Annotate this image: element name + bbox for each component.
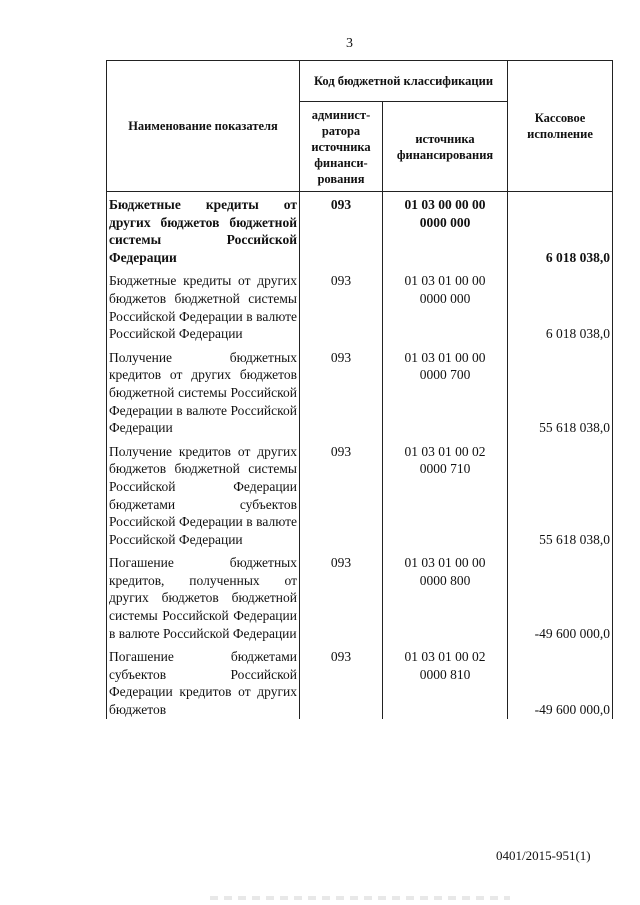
row-amount: 55 618 038,0 xyxy=(508,349,613,437)
row-amount: -49 600 000,0 xyxy=(508,648,613,718)
row-amount: 6 018 038,0 xyxy=(508,192,613,267)
budget-classification-table xyxy=(106,60,613,719)
row-source-code-line1: 01 03 01 00 00 xyxy=(404,349,486,365)
header-source-line2: финансирования xyxy=(396,147,494,162)
row-source-code-line1: 01 03 01 00 00 xyxy=(404,555,486,571)
header-cash-execution-line2: исполнение xyxy=(527,127,593,141)
row-source-code xyxy=(383,554,508,642)
row-name: Получение бюджетных кредитов от других бюджетов бюджетной системы Российской Федерации в валюте Российской Федерации xyxy=(107,349,300,437)
row-name: Бюджетные кредиты от других бюджетов бюджетной системы Российской Федерации xyxy=(107,192,300,267)
row-admin-code: 093 xyxy=(300,272,383,342)
row-source-code xyxy=(383,443,508,549)
header-cash-execution-line1: Кассовое xyxy=(534,111,586,125)
row-source-code-line2: 0000 810 xyxy=(419,666,471,682)
row-name: Погашение бюджетами субъектов Российской Федерации кредитов от других бюджетов xyxy=(107,648,300,718)
row-source-code xyxy=(383,272,508,342)
row-source-code xyxy=(383,192,508,267)
header-cash-execution xyxy=(508,61,613,192)
table-row xyxy=(107,554,613,642)
table-row xyxy=(107,443,613,549)
row-admin-code: 093 xyxy=(300,554,383,642)
table-row xyxy=(107,349,613,437)
document-registration-code: 0401/2015-951(1) xyxy=(496,848,591,863)
header-admin-line5: рования xyxy=(317,171,365,186)
header-admin-line1: админист- xyxy=(311,107,371,122)
row-source-code-line2: 0000 710 xyxy=(419,461,471,477)
row-source-code-line1: 01 03 00 00 00 xyxy=(404,197,486,212)
header-admin-line4: финанси- xyxy=(314,155,368,170)
row-amount: 55 618 038,0 xyxy=(508,443,613,549)
row-amount: 6 018 038,0 xyxy=(508,272,613,342)
table-row xyxy=(107,272,613,342)
scan-artifact xyxy=(210,896,510,900)
row-source-code-line2: 0000 000 xyxy=(419,290,471,306)
row-admin-code: 093 xyxy=(300,443,383,549)
row-source-code-line2: 0000 800 xyxy=(419,572,471,588)
row-name: Погашение бюджетных кредитов, полученных от других бюджетов бюджетной системы Российской Федерации в валюте Российской Федерации xyxy=(107,554,300,642)
row-source-code xyxy=(383,648,508,718)
header-admin-line2: ратора xyxy=(321,123,361,138)
row-name: Получение кредитов от других бюджетов бюджетной системы Российской Федерации бюджетами субъектов Российской Федерации в валюте Российской Федерации xyxy=(107,443,300,549)
row-source-code-line2: 0000 700 xyxy=(419,367,471,383)
row-source-code-line2: 0000 000 xyxy=(419,214,471,230)
row-source-code-line1: 01 03 01 00 02 xyxy=(404,443,486,459)
row-name: Бюджетные кредиты от других бюджетов бюджетной системы Российской Федерации в валюте Российской Федерации xyxy=(107,272,300,342)
header-budget-classification-code: Код бюджетной классификации xyxy=(300,61,508,102)
row-source-code-line1: 01 03 01 00 02 xyxy=(404,649,486,665)
row-admin-code: 093 xyxy=(300,349,383,437)
header-admin-line3: источника xyxy=(311,139,371,154)
header-source-line1: источника xyxy=(415,131,475,146)
row-source-code-line1: 01 03 01 00 00 xyxy=(404,273,486,289)
table-row xyxy=(107,648,613,718)
table-row xyxy=(107,192,613,267)
page-number: 3 xyxy=(346,36,353,51)
row-admin-code: 093 xyxy=(300,192,383,267)
row-amount: -49 600 000,0 xyxy=(508,554,613,642)
header-indicator-name: Наименование показателя xyxy=(107,61,300,192)
row-admin-code: 093 xyxy=(300,648,383,718)
header-administrator xyxy=(300,102,383,192)
row-source-code xyxy=(383,349,508,437)
header-financing-source xyxy=(383,102,508,192)
